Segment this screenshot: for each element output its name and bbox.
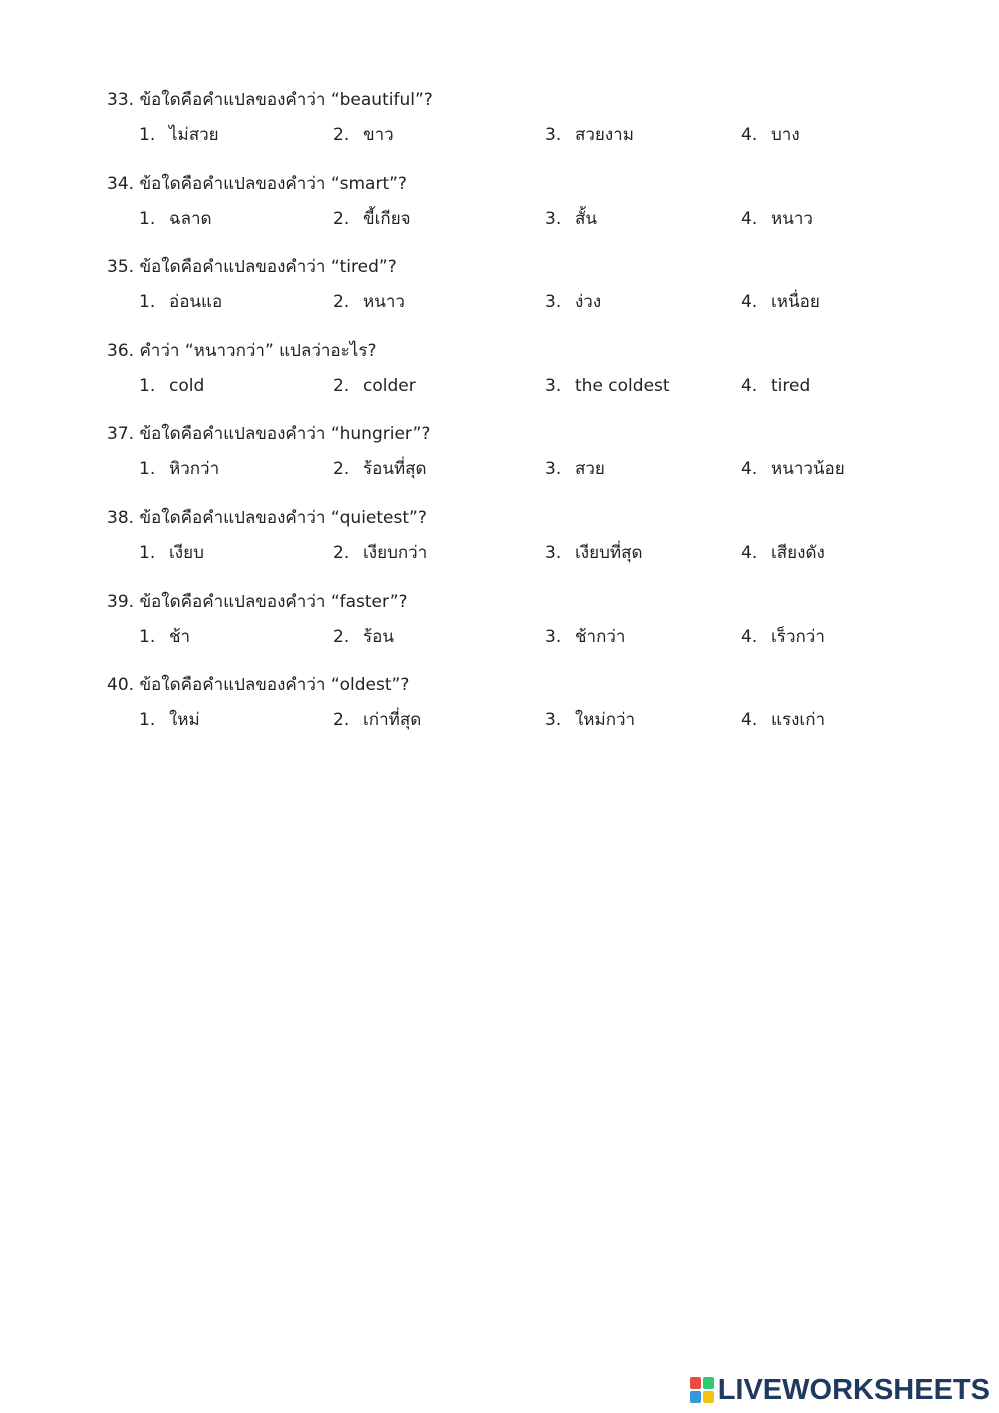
- option-text: ใหม่: [169, 710, 200, 730]
- option-number: 1.: [139, 627, 156, 647]
- liveworksheets-logo-icon: [690, 1377, 714, 1403]
- answer-option-4[interactable]: [741, 456, 845, 482]
- option-text: ขี้เกียจ: [363, 209, 411, 229]
- option-text: ขาว: [363, 125, 394, 145]
- brand-name: LIVEWORKSHEETS: [717, 1374, 990, 1406]
- answer-option-3[interactable]: [545, 206, 597, 232]
- option-number: 3.: [545, 459, 562, 479]
- option-number: 1.: [139, 543, 156, 563]
- option-number: 3.: [545, 627, 562, 647]
- answer-option-4[interactable]: [741, 624, 825, 650]
- option-number: 4.: [741, 292, 758, 312]
- answer-option-4[interactable]: [741, 206, 813, 232]
- question-stem: 33. ข้อใดคือคำแปลของคำว่า “beautiful”?: [107, 90, 433, 110]
- option-text: สวย: [575, 459, 605, 479]
- option-text: หนาวน้อย: [771, 459, 845, 479]
- answer-option-3[interactable]: [545, 289, 601, 315]
- option-number: 2.: [333, 376, 350, 396]
- option-text: บาง: [771, 125, 800, 145]
- logo-square-2: [703, 1377, 714, 1389]
- option-text: เงียบ: [169, 543, 204, 563]
- question-3: [107, 255, 967, 315]
- option-text: ใหม่กว่า: [575, 710, 636, 730]
- answer-option-2[interactable]: [333, 707, 421, 733]
- answer-option-1[interactable]: [139, 206, 212, 232]
- option-number: 1.: [139, 710, 156, 730]
- answer-option-3[interactable]: [545, 373, 670, 399]
- option-number: 1.: [139, 292, 156, 312]
- question-stem: 34. ข้อใดคือคำแปลของคำว่า “smart”?: [107, 174, 407, 194]
- option-number: 2.: [333, 125, 350, 145]
- option-text: the coldest: [575, 376, 670, 396]
- option-number: 3.: [545, 543, 562, 563]
- answer-options: [107, 624, 967, 650]
- option-number: 4.: [741, 543, 758, 563]
- option-number: 3.: [545, 376, 562, 396]
- option-text: หิวกว่า: [169, 459, 220, 479]
- option-number: 2.: [333, 459, 350, 479]
- answer-option-3[interactable]: [545, 122, 634, 148]
- question-4: [107, 339, 967, 399]
- option-text: เหนื่อย: [771, 292, 820, 312]
- question-7: [107, 590, 967, 650]
- answer-option-4[interactable]: [741, 540, 825, 566]
- answer-option-3[interactable]: [545, 540, 643, 566]
- option-number: 3.: [545, 292, 562, 312]
- question-6: [107, 506, 967, 566]
- answer-option-2[interactable]: [333, 122, 394, 148]
- question-2: [107, 172, 967, 232]
- answer-option-2[interactable]: [333, 540, 427, 566]
- answer-options: [107, 456, 967, 482]
- answer-option-4[interactable]: [741, 122, 800, 148]
- question-8: [107, 673, 967, 733]
- question-5: [107, 422, 967, 482]
- answer-options: [107, 540, 967, 566]
- option-number: 4.: [741, 125, 758, 145]
- option-text: ช้า: [169, 627, 191, 647]
- question-1: [107, 88, 967, 148]
- option-text: อ่อนแอ: [169, 292, 223, 312]
- option-text: ร้อนที่สุด: [363, 459, 427, 479]
- question-stem: 36. คำว่า “หนาวกว่า” แปลว่าอะไร?: [107, 341, 377, 361]
- answer-option-2[interactable]: [333, 289, 405, 315]
- option-number: 4.: [741, 710, 758, 730]
- option-text: tired: [771, 376, 811, 396]
- answer-option-1[interactable]: [139, 289, 222, 315]
- logo-square-1: [690, 1377, 701, 1389]
- option-text: แรงเก่า: [771, 710, 826, 730]
- option-text: สั้น: [575, 209, 597, 229]
- option-text: สวยงาม: [575, 125, 634, 145]
- option-text: เสียงดัง: [771, 543, 825, 563]
- answer-options: [107, 373, 967, 399]
- option-text: หนาว: [363, 292, 405, 312]
- option-text: ร้อน: [363, 627, 394, 647]
- question-stem: 38. ข้อใดคือคำแปลของคำว่า “quietest”?: [107, 508, 427, 528]
- answer-option-3[interactable]: [545, 456, 605, 482]
- answer-option-2[interactable]: [333, 373, 416, 399]
- logo-square-3: [690, 1391, 701, 1403]
- answer-option-4[interactable]: [741, 373, 810, 399]
- answer-option-1[interactable]: [139, 707, 200, 733]
- option-number: 2.: [333, 710, 350, 730]
- question-stem: 37. ข้อใดคือคำแปลของคำว่า “hungrier”?: [107, 424, 431, 444]
- answer-option-2[interactable]: [333, 624, 394, 650]
- option-number: 3.: [545, 209, 562, 229]
- option-number: 2.: [333, 209, 350, 229]
- option-text: เก่าที่สุด: [363, 710, 422, 730]
- option-number: 1.: [139, 459, 156, 479]
- answer-option-1[interactable]: [139, 540, 204, 566]
- answer-option-2[interactable]: [333, 206, 411, 232]
- question-stem: 39. ข้อใดคือคำแปลของคำว่า “faster”?: [107, 592, 408, 612]
- answer-options: [107, 206, 967, 232]
- option-number: 3.: [545, 710, 562, 730]
- option-text: ง่วง: [575, 292, 602, 312]
- answer-option-4[interactable]: [741, 707, 825, 733]
- question-stem: 40. ข้อใดคือคำแปลของคำว่า “oldest”?: [107, 675, 410, 695]
- answer-option-1[interactable]: [139, 456, 219, 482]
- option-number: 1.: [139, 376, 156, 396]
- option-number: 1.: [139, 125, 156, 145]
- answer-option-1[interactable]: [139, 122, 219, 148]
- answer-option-1[interactable]: [139, 624, 190, 650]
- answer-options: [107, 289, 967, 315]
- option-text: ไม่สวย: [169, 125, 219, 145]
- option-text: ช้ากว่า: [575, 627, 626, 647]
- answer-option-3[interactable]: [545, 624, 625, 650]
- answer-option-2[interactable]: [333, 456, 427, 482]
- option-number: 4.: [741, 209, 758, 229]
- option-number: 2.: [333, 543, 350, 563]
- option-number: 4.: [741, 459, 758, 479]
- answer-option-4[interactable]: [741, 289, 820, 315]
- option-number: 2.: [333, 627, 350, 647]
- question-stem: 35. ข้อใดคือคำแปลของคำว่า “tired”?: [107, 257, 397, 277]
- option-text: เงียบกว่า: [363, 543, 428, 563]
- logo-square-4: [703, 1391, 714, 1403]
- option-text: ฉลาด: [169, 209, 212, 229]
- option-number: 1.: [139, 209, 156, 229]
- option-number: 4.: [741, 376, 758, 396]
- answer-option-3[interactable]: [545, 707, 635, 733]
- option-text: เร็วกว่า: [771, 627, 825, 647]
- answer-options: [107, 122, 967, 148]
- option-number: 2.: [333, 292, 350, 312]
- option-text: เงียบที่สุด: [575, 543, 643, 563]
- answer-option-1[interactable]: [139, 373, 204, 399]
- option-text: หนาว: [771, 209, 813, 229]
- option-number: 4.: [741, 627, 758, 647]
- answer-options: [107, 707, 967, 733]
- option-text: colder: [363, 376, 416, 396]
- option-text: cold: [169, 376, 205, 396]
- liveworksheets-logo: [690, 1374, 990, 1406]
- option-number: 3.: [545, 125, 562, 145]
